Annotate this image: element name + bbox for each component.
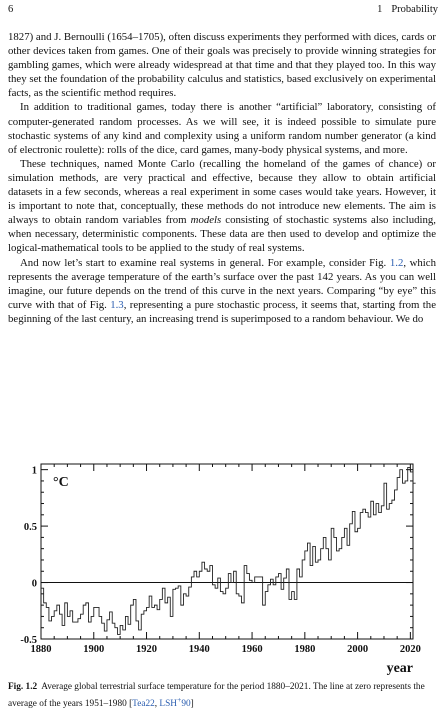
figure-caption <box>8 681 436 710</box>
citation-lsh90-name: LSH <box>159 698 177 709</box>
figure-1-2 <box>0 456 446 678</box>
paragraph-3-end: consisting of stochastic systems also including, when necessary, deterministic components. These data are then used to develop and optimize the logical-mathematical tools to be applied to the study of real systems. <box>8 214 436 255</box>
emphasis-models: models <box>190 214 222 227</box>
x-tick-label: 1920 <box>136 644 158 655</box>
page-number: 6 <box>8 4 14 15</box>
figure-link-1-3[interactable]: 1.3 <box>110 298 124 311</box>
temperature-chart <box>0 456 446 678</box>
x-tick-label: 1940 <box>188 644 210 655</box>
paragraph-4 <box>8 256 436 326</box>
page-header <box>8 4 438 18</box>
caption-label: Fig. 1.2 <box>8 682 38 692</box>
figure-link-1-2[interactable]: 1.2 <box>389 256 404 269</box>
x-tick-label: 2020 <box>399 644 421 655</box>
citation-lsh90-sup: + <box>177 694 182 704</box>
y-tick-label: 1 <box>31 465 37 477</box>
citation-lsh90-year: 90 <box>181 698 191 709</box>
paragraph-3 <box>8 157 436 256</box>
paragraph-4-text-c: , representing a pure stochastic process, it seems that, starting from the beginning of the last century, an increasing trend is superimposed to a random behaviour. We do <box>8 298 436 325</box>
x-axis-label: year <box>386 661 413 676</box>
x-tick-label: 1980 <box>294 644 316 655</box>
paragraph-4-text-a: And now let’s start to examine real systems in general. For example, consider Fig. <box>20 256 387 269</box>
citation-lsh90[interactable] <box>159 694 191 709</box>
citation-separator: , <box>154 698 160 709</box>
chapter-title: Probability <box>391 4 438 15</box>
y-tick-label: 0.5 <box>23 522 37 534</box>
x-tick-label: 2000 <box>347 644 369 655</box>
chapter-number: 1 <box>377 4 383 15</box>
body-text <box>8 30 436 326</box>
x-tick-label: 1960 <box>241 644 263 655</box>
citation-close: ] <box>190 698 194 709</box>
y-unit-label: °C <box>53 475 69 490</box>
paragraph-2: In addition to traditional games, today there is another “artificial” laboratory, consisting of computer-generated random processes. As we will see, it is indeed possible to simulate pure stochastic systems of any kind and complexity using a uniform random number generator (a kind of electronic roulette): rolls of the dice, card games, many-body physical systems, and more. <box>8 101 436 156</box>
x-tick-label: 1880 <box>30 644 52 655</box>
x-tick-label: 1900 <box>83 644 105 655</box>
citation-tea22[interactable]: Tea22 <box>132 698 155 709</box>
plot-frame <box>41 464 413 639</box>
running-head <box>377 4 438 15</box>
paragraph-4-text-b: , which represents the average temperature of the earth’s surface over the past 142 years. As you can well imagine, our future depends on the trend of this curve in the next years. Comparing “by eye” this curve with that of Fig. <box>8 256 436 311</box>
temperature-series-line <box>41 467 416 634</box>
paragraph-3-text: These techniques, named Monte Carlo (recalling the homeland of the games of chance) or simulation methods, are very practical and effective, because they allow to obtain artificial datasets in a few seconds, whereas a real experiment in some cases would take years. However, it is important to note that, conceptually, these methods do not introduce new elements. The aim is always to obtain random variables from <box>8 157 436 227</box>
paragraph-1: 1827) and J. Bernoulli (1654–1705), often discuss experiments they performed with dices, cards or other devices taken from games. One of their goals was precisely to provide winning strategies for gambling games, which were already widespread at that time and that they played too. In this way they set the foundation of the probability calculus and statistics, based exclusively on experimental facts, as the scientific method requires. <box>8 31 436 100</box>
caption-text: Average global terrestrial surface temperature for the period 1880–2021. The line at zero represents the average of the years 1951–1980 [ <box>8 682 425 709</box>
y-tick-label: 0 <box>31 578 37 590</box>
y-tick-label: -0.5 <box>20 635 37 646</box>
